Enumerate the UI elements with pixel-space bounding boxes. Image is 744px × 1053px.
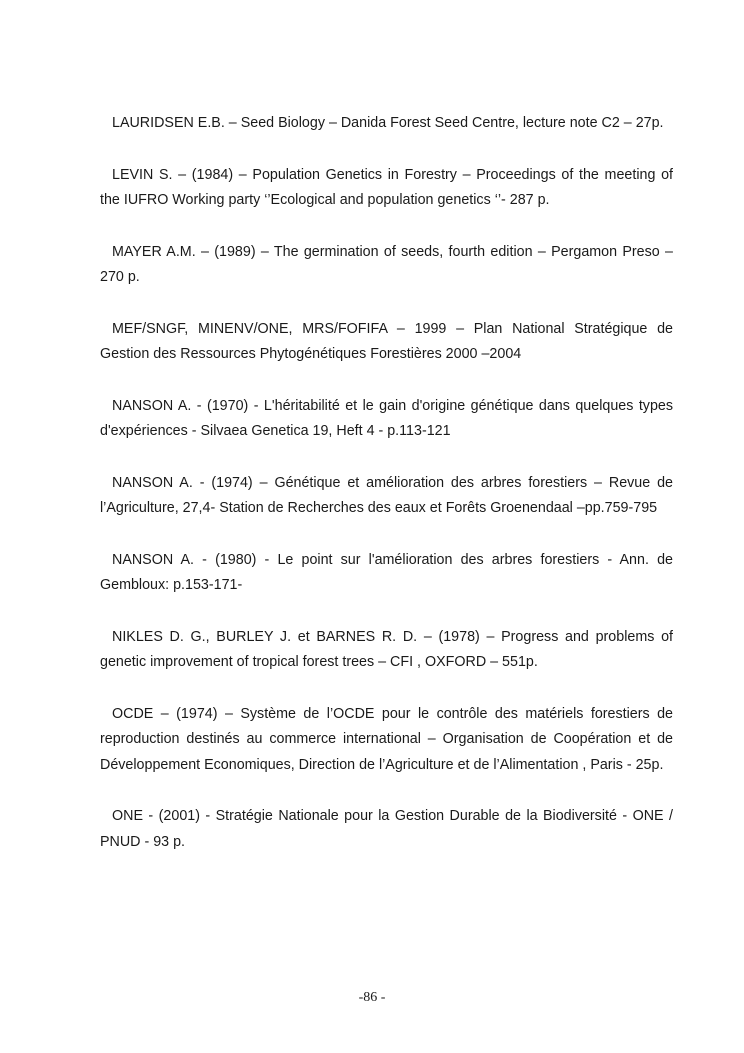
reference-entry: LAURIDSEN E.B. – Seed Biology – Danida Forest Seed Centre, lecture note C2 – 27p.: [112, 115, 664, 131]
reference-entry: MAYER A.M. – (1989) – The germination of seeds, fourth edition – Pergamon Preso – 270 p.: [100, 243, 673, 285]
reference-entry: LEVIN S. – (1984) – Population Genetics in Forestry – Proceedings of the meeting of the IUFRO Working party ‘’Ecological and population genetics ‘’- 287 p.: [100, 166, 673, 208]
page-number: -86 -: [358, 990, 386, 1005]
reference-entry: NANSON A. - (1974) – Génétique et amélioration des arbres forestiers – Revue de l’Agriculture, 27,4- Station de Recherches des eaux et Forêts Groenendaal –pp.759-795: [100, 474, 673, 516]
reference-entry: OCDE – (1974) – Système de l’OCDE pour le contrôle des matériels forestiers de reproduction destinés au commerce international – Organisation de Coopération et de Développement Economiques, Direction de l’Agriculture et de l’Alimentation , Paris - 25p.: [100, 705, 673, 773]
reference-entry: MEF/SNGF, MINENV/ONE, MRS/FOFIFA – 1999 – Plan National Stratégique de Gestion des Ressources Phytogénétiques Forestières 2000 –2004: [100, 320, 673, 362]
reference-list: [100, 111, 673, 881]
reference-entry: NANSON A. - (1970) - L'héritabilité et le gain d'origine génétique dans quelques types d'expériences - Silvaea Genetica 19, Heft 4 - p.113-121: [100, 397, 673, 439]
reference-entry: NIKLES D. G., BURLEY J. et BARNES R. D. – (1978) – Progress and problems of genetic improvement of tropical forest trees – CFI , OXFORD – 551p.: [100, 628, 673, 670]
reference-entry: NANSON A. - (1980) - Le point sur l'amélioration des arbres forestiers - Ann. de Gembloux: p.153-171-: [100, 551, 673, 593]
reference-entry: ONE - (2001) - Stratégie Nationale pour la Gestion Durable de la Biodiversité - ONE / PNUD - 93 p.: [100, 808, 673, 850]
